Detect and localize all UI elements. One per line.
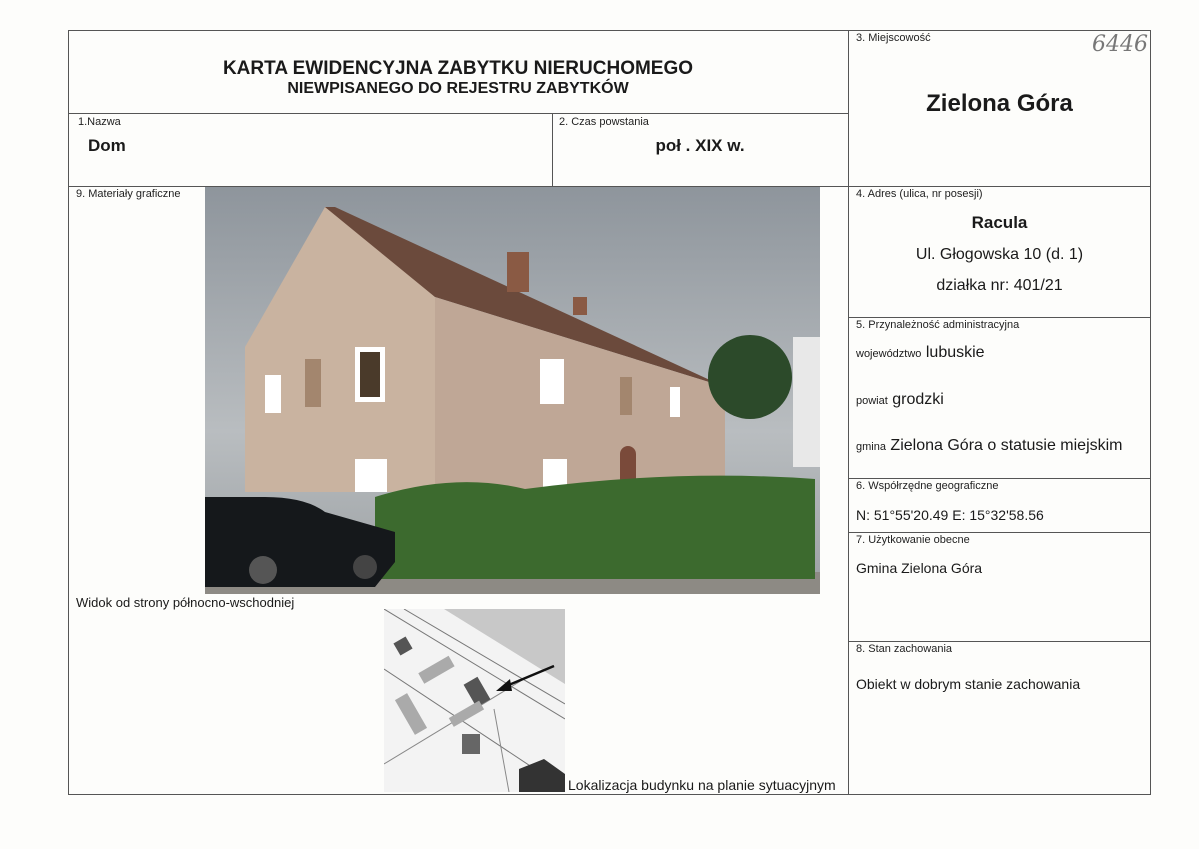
divider — [848, 532, 1151, 533]
czas-value: poł . XIX w. — [655, 136, 745, 155]
card-title: KARTA EWIDENCYJNA ZABYTKU NIERUCHOMEGO — [222, 58, 694, 79]
gmina-label: gmina — [856, 441, 886, 453]
powiat-label: powiat — [856, 395, 888, 407]
site-plan-map — [384, 609, 565, 792]
miejscowosc-label: 3. Miejscowość — [856, 32, 931, 44]
miejscowosc-value: Zielona Góra — [926, 90, 1073, 117]
frame-left — [68, 30, 69, 795]
wspolrzedne-label: 6. Współrzędne geograficzne — [856, 480, 999, 492]
handwritten-number: 6446 — [1092, 32, 1148, 57]
adres-plot: działka nr: 401/21 — [936, 277, 1063, 294]
materialy-label: 9. Materiały graficzne — [76, 188, 181, 200]
nazwa-value: Dom — [88, 136, 126, 155]
gmina-value: Zielona Góra o statusie miejskim — [890, 437, 1123, 454]
adres-label: 4. Adres (ulica, nr posesji) — [856, 188, 983, 200]
photo-caption: Widok od strony północno-wschodniej — [76, 595, 295, 610]
adres-locality: Racula — [971, 213, 1028, 232]
divider — [68, 113, 848, 114]
frame-bottom — [68, 794, 1151, 795]
wojewodztwo-label: województwo — [856, 348, 922, 360]
czas-label: 2. Czas powstania — [559, 116, 649, 128]
gmina-row — [856, 437, 1123, 455]
adres-street: Ul. Głogowska 10 (d. 1) — [915, 246, 1084, 263]
frame-right — [1150, 30, 1151, 795]
divider — [848, 317, 1151, 318]
frame-top — [68, 30, 1151, 31]
wojewodztwo-value: lubuskie — [925, 344, 985, 361]
wspolrzedne-value: N: 51°55'20.49 E: 15°32'58.56 — [856, 507, 1044, 523]
divider — [848, 478, 1151, 479]
wojewodztwo-row — [856, 344, 985, 362]
nazwa-label: 1.Nazwa — [78, 116, 121, 128]
map-caption: Lokalizacja budynku na planie sytuacyjnym — [568, 777, 836, 793]
stan-label: 8. Stan zachowania — [856, 643, 953, 655]
divider — [848, 641, 1151, 642]
building-photo — [205, 187, 820, 594]
stan-value: Obiekt w dobrym stanie zachowania — [856, 676, 1081, 692]
powiat-value: grodzki — [892, 391, 944, 408]
uzytkowanie-value: Gmina Zielona Góra — [856, 560, 983, 576]
column-divider — [848, 30, 849, 795]
card-subtitle: NIEWPISANEGO DO REJESTRU ZABYTKÓW — [287, 80, 629, 97]
uzytkowanie-label: 7. Użytkowanie obecne — [856, 534, 970, 546]
powiat-row — [856, 391, 944, 409]
przynaleznosc-label: 5. Przynależność administracyjna — [856, 319, 1020, 331]
